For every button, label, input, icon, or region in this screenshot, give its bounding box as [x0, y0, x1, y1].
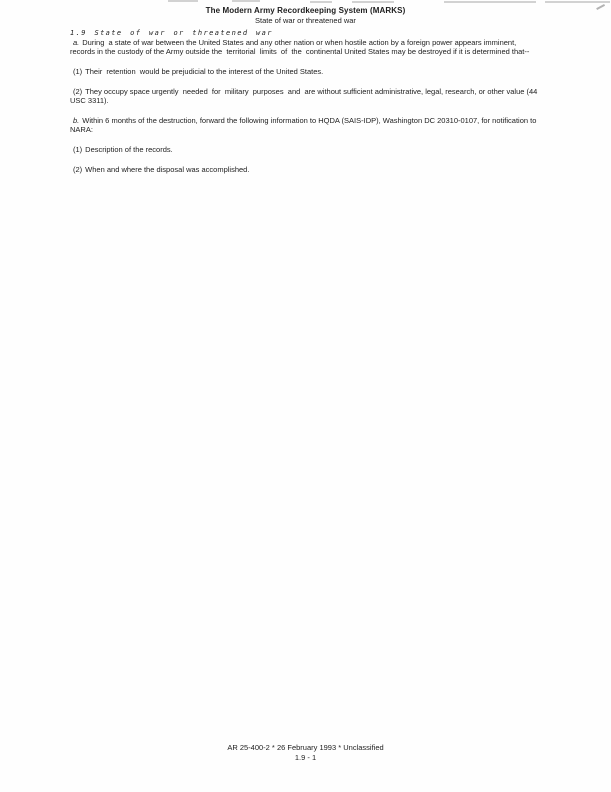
scan-artifact	[545, 1, 610, 3]
document-body	[70, 29, 542, 174]
paragraph-a	[70, 38, 542, 56]
paragraph-text: During a state of war between the United States and any other nation or when hostile action by a foreign power appears imminent, records in the custody of the Army outside the territorial limits of the continental United States may be destroyed if it is determined that--	[70, 38, 530, 56]
document-subtitle: State of war or threatened war	[255, 16, 356, 25]
paragraph-text: Description of the records.	[85, 145, 173, 154]
scan-artifact	[310, 1, 332, 3]
footer-page-number: 1.9 - 1	[294, 753, 317, 762]
paragraph-a-item-2	[70, 87, 542, 105]
paragraph-label: (2)	[73, 165, 83, 174]
document-title: The Modern Army Recordkeeping System (MARKS)	[205, 6, 406, 15]
paragraph-text: When and where the disposal was accomplished.	[85, 165, 250, 174]
paragraph-label: (1)	[73, 145, 83, 154]
paragraph-text: Their retention would be prejudicial to the interest of the United States.	[85, 67, 324, 76]
scan-artifact	[444, 1, 536, 3]
paragraph-b-item-2	[70, 165, 542, 174]
section-heading: 1.9 State of war or threatened war	[70, 29, 273, 37]
paragraph-label: a.	[73, 38, 80, 47]
paragraph-label: (1)	[73, 67, 83, 76]
footer-citation: AR 25-400-2 * 26 February 1993 * Unclassified	[227, 743, 384, 752]
document-footer	[0, 743, 611, 763]
paragraph-label: b.	[73, 116, 80, 125]
paragraph-a-item-1	[70, 67, 542, 76]
paragraph-label: (2)	[73, 87, 83, 96]
document-header	[0, 0, 611, 25]
paragraph-text: Within 6 months of the destruction, forward the following information to HQDA (SAIS-IDP), Washington DC 20310-0107, for notification to NARA:	[70, 116, 539, 134]
scan-artifact	[232, 0, 260, 2]
scan-artifact	[352, 1, 394, 3]
paragraph-text: They occupy space urgently needed for military purposes and are without sufficient administrative, legal, research, or other value (44 USC 3311).	[70, 87, 540, 105]
paragraph-b-item-1	[70, 145, 542, 154]
paragraph-b	[70, 116, 542, 134]
scan-artifact	[168, 0, 198, 2]
